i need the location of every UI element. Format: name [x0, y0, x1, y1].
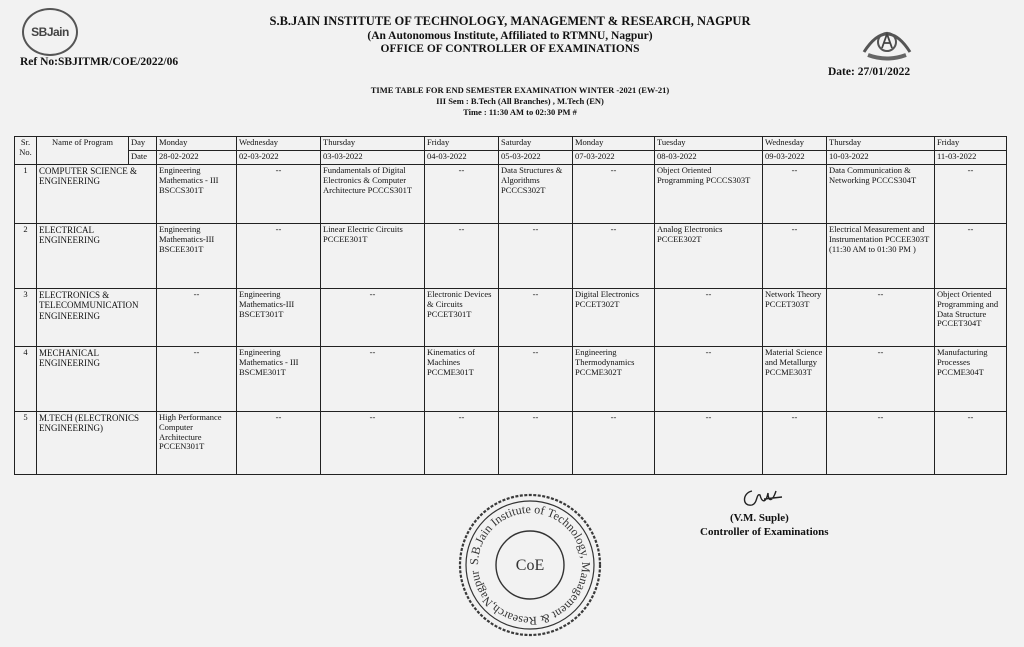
exam-cell: -- [827, 347, 935, 412]
table-row [15, 412, 1007, 475]
exam-cell: -- [655, 347, 763, 412]
row-program: MECHANICAL ENGINEERING [37, 347, 157, 412]
header-date: 07-03-2022 [573, 151, 655, 165]
exam-cell: -- [425, 412, 499, 475]
row-srno: 3 [15, 289, 37, 347]
exam-cell: Fundamentals of Digital Electronics & Computer Architecture PCCCS301T [321, 165, 425, 224]
header-day-label: Day [129, 137, 157, 151]
exam-cell: Electrical Measurement and Instrumentation PCCEE303T (11:30 AM to 01:30 PM ) [827, 224, 935, 289]
exam-cell: High Performance Computer Architecture PCCEN301T [157, 412, 237, 475]
logo-text: SBJain [31, 25, 69, 39]
timetable-time: Time : 11:30 AM to 02:30 PM # [463, 107, 577, 117]
institute-logo [22, 8, 78, 56]
exam-cell: -- [321, 289, 425, 347]
naac-logo-icon [860, 22, 914, 62]
table-row [15, 224, 1007, 289]
institute-name: S.B.JAIN INSTITUTE OF TECHNOLOGY, MANAGEMENT & RESEARCH, NAGPUR [269, 14, 751, 28]
exam-cell: -- [763, 412, 827, 475]
header-row-dates [15, 151, 1007, 165]
exam-cell: -- [935, 412, 1007, 475]
seal-ring-text: S.B.Jain Institute of Technology, Management & Research,Nagpur [466, 501, 594, 629]
institute-affiliation: (An Autonomous Institute, Affiliated to RTMNU, Nagpur) [367, 30, 653, 42]
exam-cell: Electronic Devices & Circuits PCCET301T [425, 289, 499, 347]
exam-cell: -- [425, 224, 499, 289]
exam-cell: -- [763, 224, 827, 289]
header-day: Saturday [499, 137, 573, 151]
exam-cell: -- [157, 289, 237, 347]
exam-cell: -- [499, 224, 573, 289]
exam-cell: -- [935, 165, 1007, 224]
timetable-table [14, 136, 1007, 475]
exam-cell: -- [237, 412, 321, 475]
exam-cell: -- [763, 165, 827, 224]
controller-title: Controller of Examinations [700, 526, 829, 538]
exam-cell: Object Oriented Programming and Data Structure PCCET304T [935, 289, 1007, 347]
exam-cell: Analog Electronics PCCEE302T [655, 224, 763, 289]
row-srno: 5 [15, 412, 37, 475]
header-date-label: Date [129, 151, 157, 165]
header-day: Wednesday [237, 137, 321, 151]
exam-cell: -- [237, 165, 321, 224]
exam-cell: Data Communication & Networking PCCCS304T [827, 165, 935, 224]
header-day: Monday [573, 137, 655, 151]
header-date: 08-03-2022 [655, 151, 763, 165]
exam-cell: -- [321, 347, 425, 412]
table-row [15, 165, 1007, 224]
exam-cell: -- [499, 347, 573, 412]
signature-mark-icon [738, 483, 788, 511]
row-program: M.TECH (ELECTRONICS ENGINEERING) [37, 412, 157, 475]
header-date: 10-03-2022 [827, 151, 935, 165]
row-program: COMPUTER SCIENCE & ENGINEERING [37, 165, 157, 224]
header-date: 11-03-2022 [935, 151, 1007, 165]
exam-cell: -- [425, 165, 499, 224]
timetable-semester: III Sem : B.Tech (All Branches) , M.Tech (EN) [436, 96, 604, 106]
exam-cell: Engineering Thermodynamics PCCME302T [573, 347, 655, 412]
header-day: Thursday [321, 137, 425, 151]
exam-cell: -- [573, 412, 655, 475]
header-date: 09-03-2022 [763, 151, 827, 165]
header-day: Monday [157, 137, 237, 151]
exam-cell: Digital Electronics PCCET302T [573, 289, 655, 347]
header-day: Friday [425, 137, 499, 151]
exam-cell: Engineering Mathematics-III BSCEE301T [157, 224, 237, 289]
exam-cell: -- [573, 224, 655, 289]
header-srno: Sr. No. [15, 137, 37, 165]
seal-center-text: CoE [515, 557, 545, 574]
row-srno: 4 [15, 347, 37, 412]
exam-cell: -- [237, 224, 321, 289]
exam-cell: Engineering Mathematics-III BSCET301T [237, 289, 321, 347]
exam-cell: Linear Electric Circuits PCCEE301T [321, 224, 425, 289]
exam-cell: Material Science and Metallurgy PCCME303T [763, 347, 827, 412]
header-day: Thursday [827, 137, 935, 151]
exam-cell: Engineering Mathematics - III BSCCS301T [157, 165, 237, 224]
header-date: 02-03-2022 [237, 151, 321, 165]
exam-cell: Object Oriented Programming PCCCS303T [655, 165, 763, 224]
table-row [15, 289, 1007, 347]
exam-cell: -- [935, 224, 1007, 289]
header-date: 28-02-2022 [157, 151, 237, 165]
row-srno: 2 [15, 224, 37, 289]
exam-cell: -- [157, 347, 237, 412]
exam-cell: -- [827, 412, 935, 475]
exam-cell: -- [573, 165, 655, 224]
exam-cell: Kinematics of Machines PCCME301T [425, 347, 499, 412]
row-program: ELECTRICAL ENGINEERING [37, 224, 157, 289]
reference-number: Ref No:SBJITMR/COE/2022/06 [20, 56, 179, 68]
header-day: Friday [935, 137, 1007, 151]
timetable-title: TIME TABLE FOR END SEMESTER EXAMINATION WINTER -2021 (EW-21) [370, 85, 670, 95]
exam-cell: Data Structures & Algorithms PCCCS302T [499, 165, 573, 224]
row-program: ELECTRONICS & TELECOMMUNICATION ENGINEERING [37, 289, 157, 347]
header-date: 03-03-2022 [321, 151, 425, 165]
exam-cell: -- [499, 289, 573, 347]
office-name: OFFICE OF CONTROLLER OF EXAMINATIONS [380, 43, 640, 55]
header-day: Tuesday [655, 137, 763, 151]
header-date: 05-03-2022 [499, 151, 573, 165]
exam-cell: -- [499, 412, 573, 475]
exam-cell: Manufacturing Processes PCCME304T [935, 347, 1007, 412]
header-date: 04-03-2022 [425, 151, 499, 165]
exam-cell: Engineering Mathematics - III BSCME301T [237, 347, 321, 412]
coe-seal-icon [455, 490, 605, 640]
exam-cell: Network Theory PCCET303T [763, 289, 827, 347]
header-row-days [15, 137, 1007, 151]
exam-cell: -- [827, 289, 935, 347]
document-date: Date: 27/01/2022 [828, 66, 911, 78]
exam-cell: -- [321, 412, 425, 475]
header-day: Wednesday [763, 137, 827, 151]
row-srno: 1 [15, 165, 37, 224]
exam-cell: -- [655, 289, 763, 347]
exam-cell: -- [655, 412, 763, 475]
controller-name: (V.M. Suple) [730, 512, 789, 524]
table-row [15, 347, 1007, 412]
header-program: Name of Program [37, 137, 129, 165]
